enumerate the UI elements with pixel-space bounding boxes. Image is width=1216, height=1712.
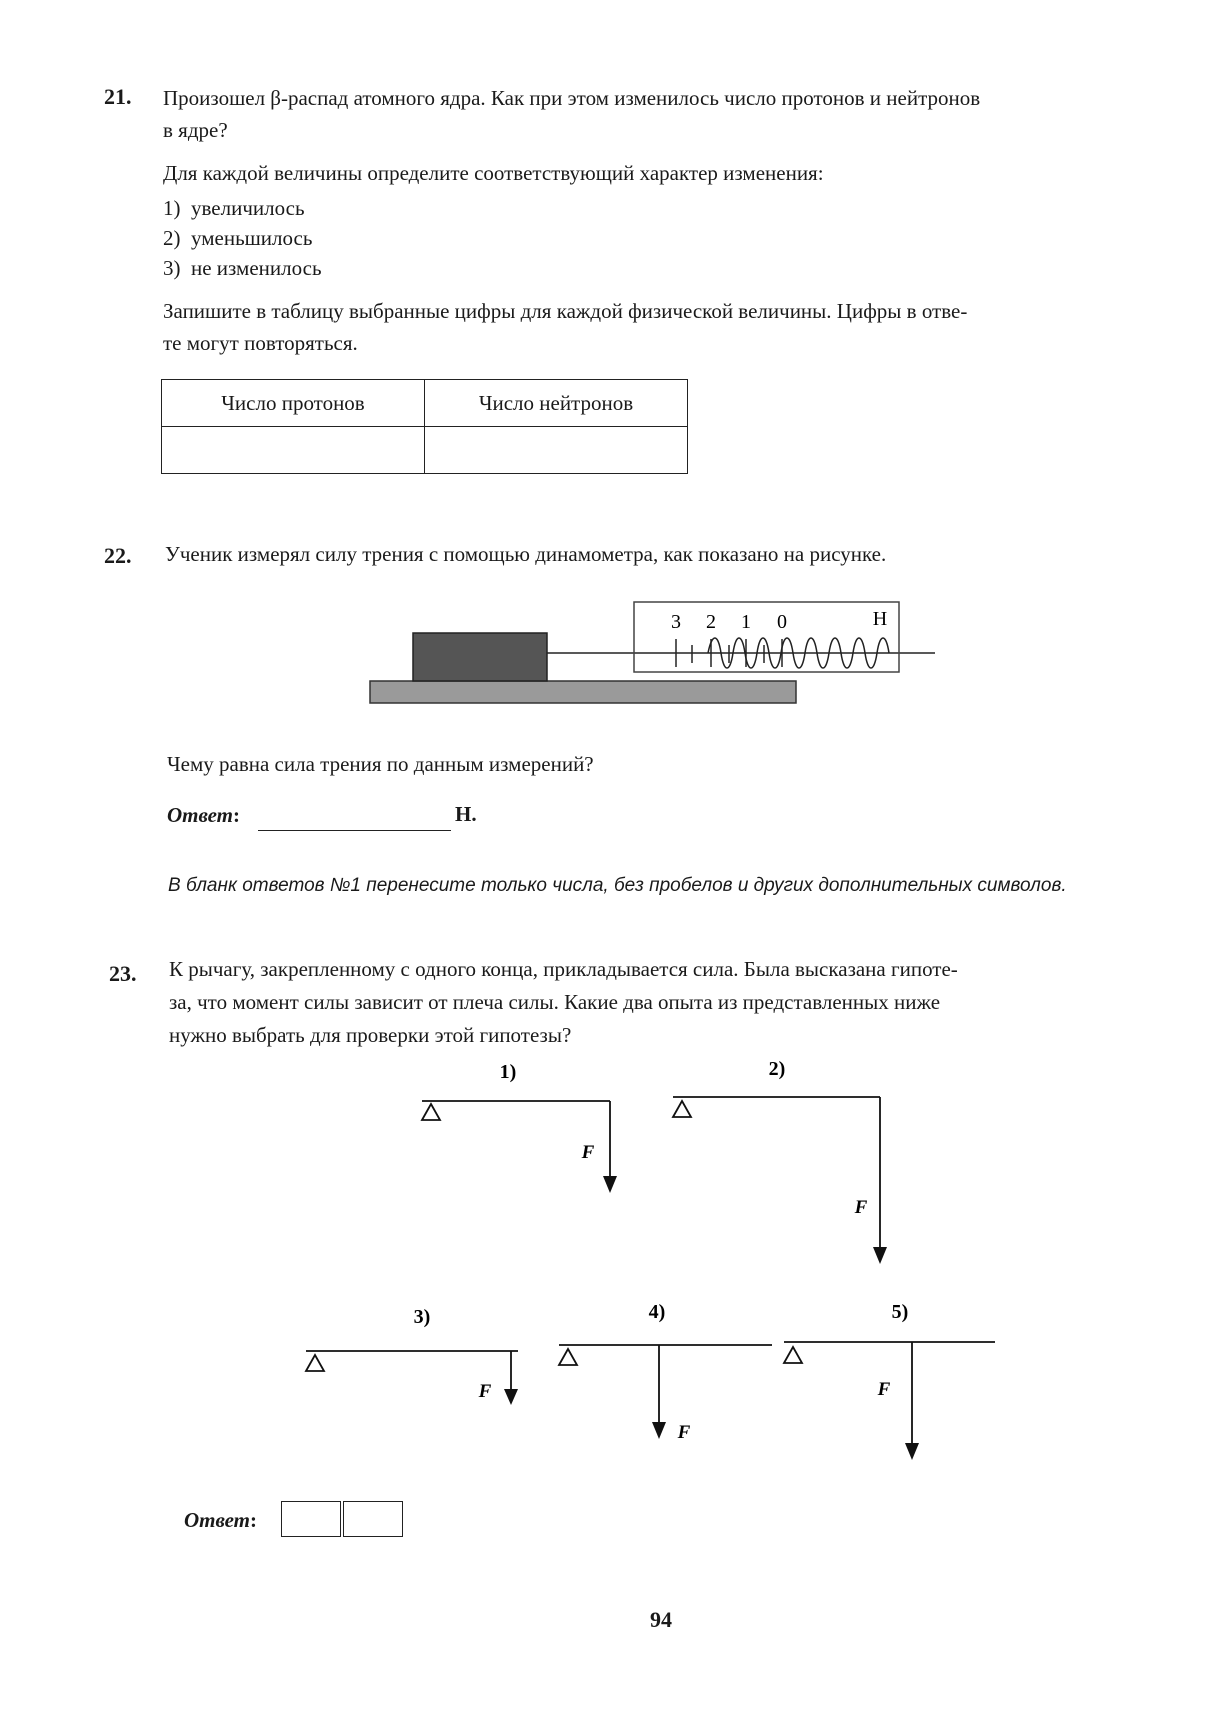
q21-number: 21. [104, 84, 132, 109]
force-label-4: F [677, 1422, 691, 1443]
q21-answer-protons-cell[interactable] [162, 427, 425, 474]
pivot-triangle-1 [422, 1104, 440, 1120]
pivot-triangle-5 [784, 1347, 802, 1363]
q22-answer-label: Ответ [167, 803, 234, 827]
q21-header-neutrons: Число нейтронов [425, 380, 688, 427]
force-label-2: F [854, 1197, 868, 1218]
figure-label-1: 1) [499, 1061, 517, 1083]
q21-text-line1: Произошел β-распад атомного ядра. Как при этом изменилось число протонов и нейтронов [163, 86, 981, 110]
scale-label-3: 3 [671, 611, 681, 633]
dynamometer-figure [360, 595, 940, 715]
scale-label-1: 1 [741, 611, 751, 633]
q21-write-line1: Запишите в таблицу выбранные цифры для каждой физической величины. Цифры в отве- [163, 299, 968, 323]
lever-figures [0, 1040, 1216, 1500]
figure-label-4: 4) [648, 1301, 666, 1323]
q23-answer-cell-1[interactable] [281, 1501, 341, 1537]
figure-label-2: 2) [768, 1058, 786, 1080]
q22-answer-unit: Н. [455, 802, 477, 826]
arrowhead-2 [873, 1247, 887, 1264]
page-number: 94 [650, 1607, 672, 1632]
q22-question: Чему равна сила трения по данным измерений? [167, 752, 594, 776]
q21-write-line2: те могут повторяться. [163, 331, 358, 355]
q22-text: Ученик измерял силу трения с помощью динамометра, как показано на рисунке. [165, 542, 887, 566]
pivot-triangle-3 [306, 1355, 324, 1371]
scale-label-0: 0 [777, 611, 787, 633]
pivot-triangle-4 [559, 1349, 577, 1365]
q22-note: В бланк ответов №1 перенесите только числа, без пробелов и других дополнительных символов. [168, 875, 1067, 896]
scale-label-2: 2 [706, 611, 716, 633]
force-label-3: F [478, 1381, 492, 1402]
q21-option-3: 3) не изменилось [163, 256, 322, 280]
table-surface [370, 681, 796, 703]
arrowhead-1 [603, 1176, 617, 1193]
q21-answer-neutrons-cell[interactable] [425, 427, 688, 474]
q21-answer-table [161, 379, 688, 474]
force-label-1: F [581, 1142, 595, 1163]
q22-number: 22. [104, 543, 132, 568]
q22-answer-input[interactable] [258, 828, 451, 831]
q23-number: 23. [109, 961, 137, 986]
figure-label-5: 5) [891, 1301, 909, 1323]
q23-answer-row: Ответ: [184, 1508, 258, 1532]
q23-answer-cell-2[interactable] [343, 1501, 403, 1537]
q21-header-protons: Число протонов [162, 380, 425, 427]
q23-answer-label: Ответ [184, 1508, 251, 1532]
wooden-block [413, 633, 547, 681]
arrowhead-4 [652, 1422, 666, 1439]
q21-option-1: 1) увеличилось [163, 196, 305, 220]
arrowhead-3 [504, 1389, 518, 1405]
q21-option-2: 2) уменьшилось [163, 226, 313, 250]
q21-text-line2: в ядре? [163, 118, 228, 142]
pivot-triangle-2 [673, 1101, 691, 1117]
q23-text-line1: К рычагу, закрепленному с одного конца, прикладывается сила. Была высказана гипоте- [169, 957, 958, 981]
arrowhead-5 [905, 1443, 919, 1460]
q23-text-line2: за, что момент силы зависит от плеча силы. Какие два опыта из представленных ниже [169, 990, 941, 1014]
q22-answer-row: Ответ: [167, 803, 241, 827]
figure-label-3: 3) [413, 1306, 431, 1328]
scale-unit: Н [872, 608, 888, 630]
q23-text-line3: нужно выбрать для проверки этой гипотезы? [169, 1023, 572, 1047]
q21-instruction: Для каждой величины определите соответствующий характер изменения: [163, 161, 824, 185]
force-label-5: F [877, 1379, 891, 1400]
